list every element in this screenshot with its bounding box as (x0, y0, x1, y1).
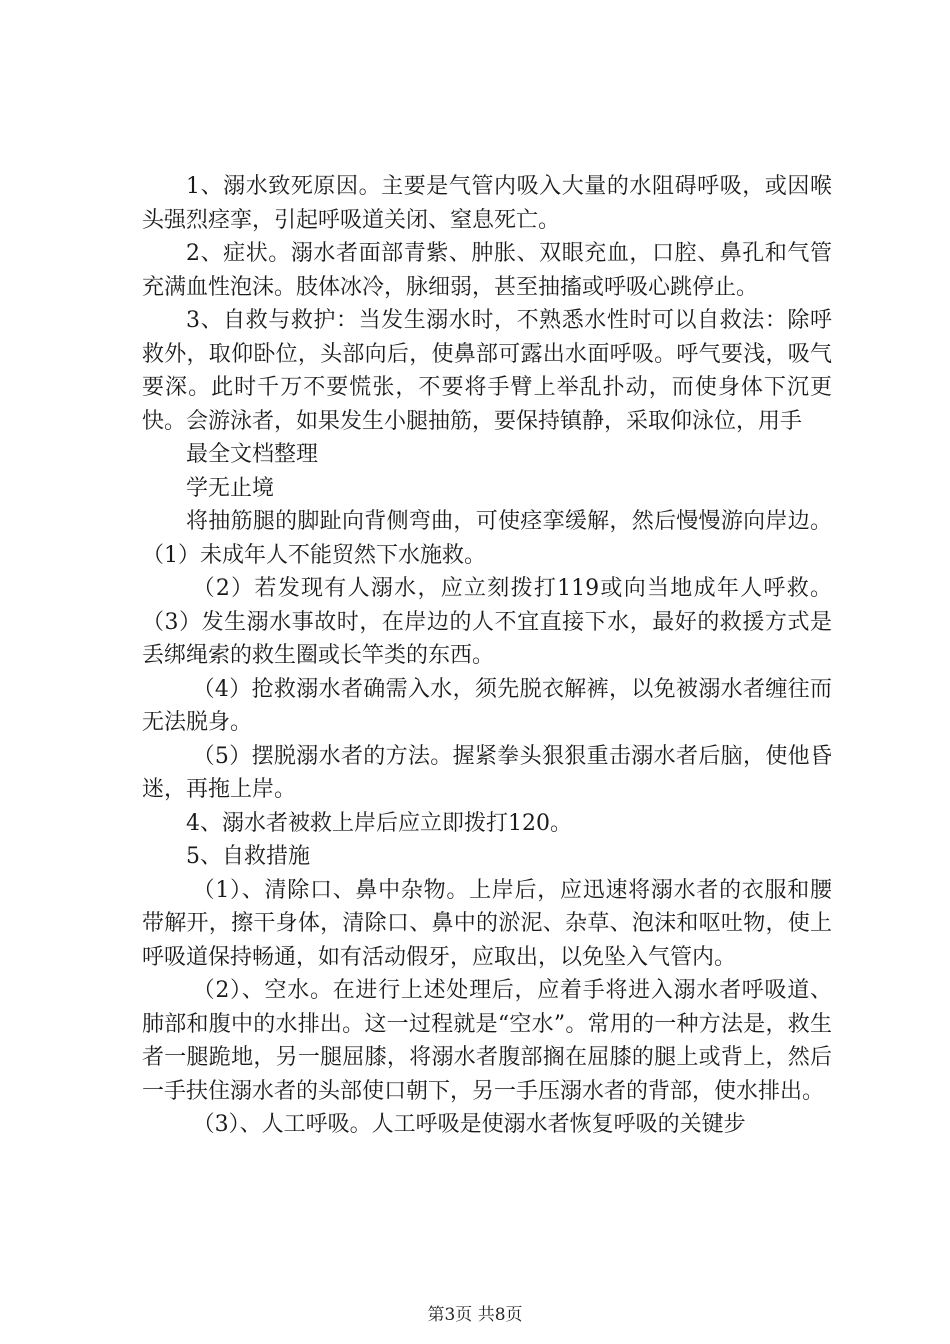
paragraph-11: 5、自救措施 (186, 844, 310, 869)
paragraph-13: （2）、空水。在进行上述处理后，应着手将进入溺水者呼吸道、肺部和腹中的水排出。这一过程就是“空水”。常用的一种方法是，救生者一腿跪地，另一腿屈膝，将溺水者腹部搁在屈膝的腿上或背上，然后一手扶住溺水者的头部使口朝下，另一手压溺水者的背部，使水排出。 (142, 978, 832, 1104)
paragraph-3: 3、自救与救护：当发生溺水时，不熟悉水性时可以自救法：除呼救外，取仰卧位，头部向后，使鼻部可露出水面呼吸。呼气要浅，吸气要深。此时千万不要慌张，不要将手臂上举乱扑动，而使身体下沉更快。会游泳者，如果发生小腿抽筋，要保持镇静，采取仰泳位，用手 (142, 308, 832, 434)
paragraph-4: 最全文档整理 (186, 442, 319, 467)
paragraph-2: 2、症状。溺水者面部青紫、肿胀、双眼充血，口腔、鼻孔和气管充满血性泡沫。肢体冰冷，脉细弱，甚至抽搐或呼吸心跳停止。 (142, 241, 832, 300)
paragraph-10: 4、溺水者被救上岸后应立即拨打120。 (186, 810, 572, 836)
paragraph-14: （3）、人工呼吸。人工呼吸是使溺水者恢复呼吸的关键步 (192, 1112, 746, 1137)
paragraph-5: 学无止境 (186, 475, 275, 501)
paragraph-12: （1）、清除口、鼻中杂物。上岸后，应迅速将溺水者的衣服和腰带解开，擦干身体，清除口、鼻中的淤泥、杂草、泡沫和呕吐物，使上呼吸道保持畅通，如有活动假牙，应取出，以免坠入气管内。 (142, 877, 832, 970)
document-body (142, 170, 832, 1142)
paragraph-6: 将抽筋腿的脚趾向背侧弯曲，可使痉挛缓解，然后慢慢游向岸边。（1）未成年人不能贸然下水施救。 (142, 509, 832, 568)
paragraph-7: （2）若发现有人溺水，应立刻拨打119或向当地成年人呼救。（3）发生溺水事故时，在岸边的人不宜直接下水，最好的救援方式是丢绑绳索的救生圈或长竿类的东西。 (142, 576, 832, 668)
paragraph-9: （5）摆脱溺水者的方法。握紧拳头狠狠重击溺水者后脑，使他昏迷，再拖上岸。 (142, 743, 832, 802)
paragraph-8: （4）抢救溺水者确需入水，须先脱衣解裤，以免被溺水者缠往而无法脱身。 (142, 676, 832, 735)
paragraph-1: 1、溺水致死原因。主要是气管内吸入大量的水阻碍呼吸，或因喉头强烈痉挛，引起呼吸道关闭、窒息死亡。 (142, 174, 832, 233)
page-footer: 第3页 共8页 (427, 1305, 523, 1325)
